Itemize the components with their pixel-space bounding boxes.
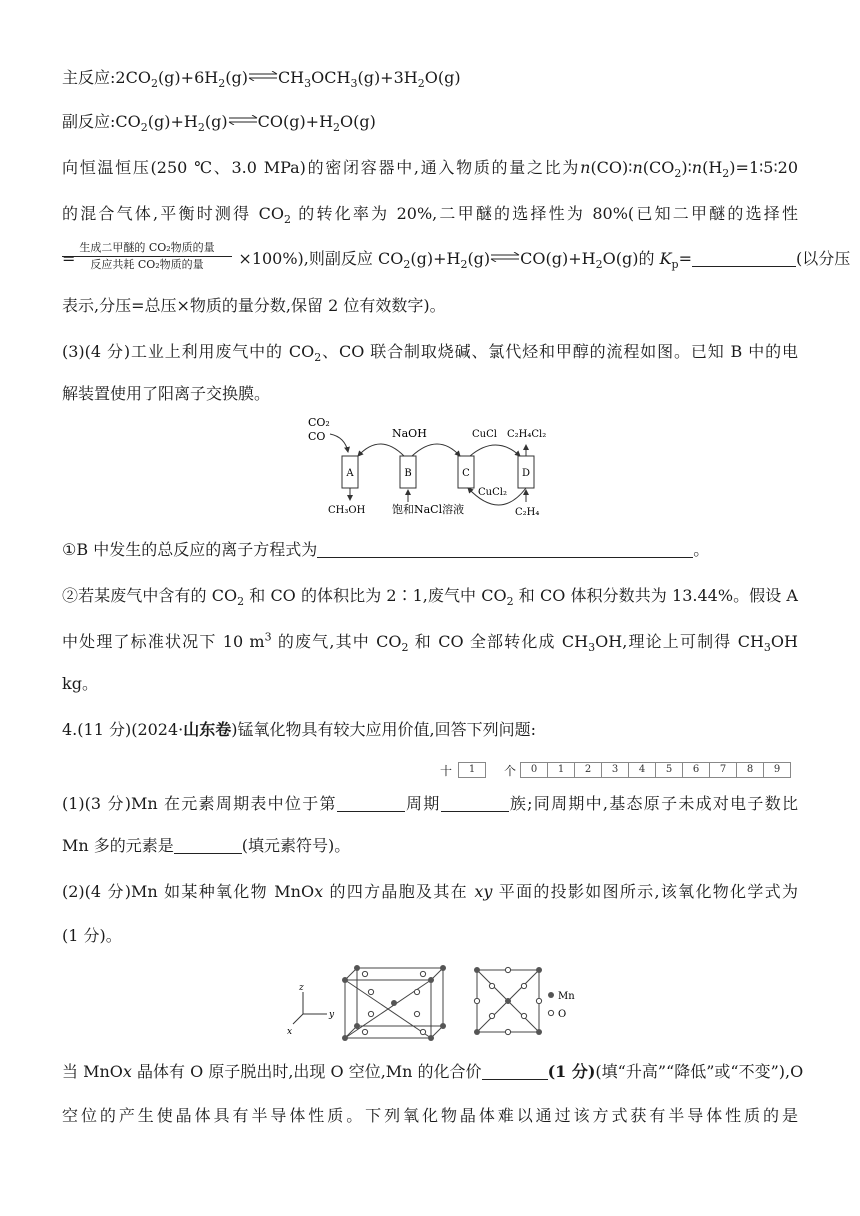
main-reaction: 主反应$:2CO_2(g)+6H_2(g)$ $CH_3OCH_3(g)+3H_2O(g)$ xyxy=(62,68,461,91)
tens-digit-box[interactable]: 1 xyxy=(458,762,486,778)
digit-box[interactable]: 4 xyxy=(628,762,656,778)
question-3-1: ①B 中发生的总反应的离子方程式为 。 xyxy=(62,540,710,559)
question-3-2: ②若某废气中含有的 $CO_2$ 和 CO 的体积比为 2∶1,废气中 $CO_2$ 和 CO 体积分数共为 13.44%。假设 A xyxy=(62,586,798,609)
digit-box[interactable]: 8 xyxy=(736,762,764,778)
digit-box[interactable]: 3 xyxy=(601,762,629,778)
mn-legend-label: Mn xyxy=(558,991,575,1002)
side-reaction: 副反应$:CO_2(g)+H_2(g)$ $CO(g)+H_2O(g)$ xyxy=(62,112,376,135)
question-4-3: 空位的产生使晶体具有半导体性质。下列氧化物晶体难以通过该方式获有半导体性质的是 xyxy=(62,1106,798,1125)
o-legend-label: O xyxy=(558,1009,567,1020)
equilibrium-arrow-icon xyxy=(228,115,258,125)
ch3oh-label: CH₃OH xyxy=(328,505,366,516)
question-4-2: (1 分)。 xyxy=(62,926,122,945)
unit-a-label: A xyxy=(346,468,354,479)
paragraph-line: = ×100%),则副反应 $CO_2(g)+H_2(g)$ $CO(g)+H_2O(g)$的 $K_p=$ (以分压 xyxy=(62,249,851,272)
group-blank[interactable] xyxy=(441,795,509,812)
co2-label: CO₂ xyxy=(308,416,330,429)
unit-d-label: D xyxy=(521,468,531,479)
o-legend-icon xyxy=(548,1010,553,1015)
c2h4-label: C₂H₄ xyxy=(515,507,540,518)
unit-b-label: B xyxy=(404,468,412,479)
mn-legend-icon xyxy=(548,992,554,998)
question-4-1: (1)(3 分)Mn 在元素周期表中位于第 周期 族;同周期中,基态原子未成对电子数比 xyxy=(62,794,798,813)
question-4-header: 4.(11 分)(2024·山东卷)锰氧化物具有较大应用价值,回答下列问题: xyxy=(62,720,536,739)
tens-label: 十 xyxy=(440,764,453,778)
fraction-numerator: 生成二甲醚的 CO₂物质的量 xyxy=(62,241,232,257)
score-strip xyxy=(440,761,800,777)
unit-c-label: C xyxy=(462,468,470,479)
nacl-label: 饱和NaCl溶液 xyxy=(392,503,465,516)
axis-y-label: y xyxy=(329,1010,335,1020)
question-3-2: 中处理了标准状况下 10 $m^3$ 的废气,其中 $CO_2$ 和 CO 全部转化成 $CH_3OH$,理论上可制得 $CH_3OH$ xyxy=(62,630,798,655)
paragraph-line: 向恒温恒压(250 ℃、3.0 MPa)的密闭容器中,通入物质的量之比为$n(CO)∶n(CO_2)∶n(H_2)=1∶5∶20$ xyxy=(62,158,798,181)
co-label: CO xyxy=(308,430,326,443)
crystal-figure xyxy=(285,962,595,1042)
paragraph-line: 表示,分压=总压×物质的量分数,保留 2 位有效数字)。 xyxy=(62,296,446,315)
fraction-denominator: 反应共耗 CO₂物质的量 xyxy=(90,258,204,271)
paragraph-line: 的混合气体,平衡时测得 $CO_2$ 的转化率为 20%,二甲醚的选择性为 80%(已知二甲醚的选择性 xyxy=(62,204,798,227)
equilibrium-arrow-icon xyxy=(490,252,520,262)
digit-box[interactable]: 6 xyxy=(682,762,710,778)
digit-box[interactable]: 0 xyxy=(520,762,548,778)
naoh-label: NaOH xyxy=(392,427,427,440)
question-4-1: Mn 多的元素是 (填元素符号)。 xyxy=(62,836,351,855)
ionic-equation-blank[interactable] xyxy=(317,541,693,558)
period-blank[interactable] xyxy=(337,795,405,812)
question-3-line: (3)(4 分)工业上利用废气中的 $CO_2$、CO 联合制取烧碱、氯代烃和甲醇的流程如图。已知 B 中的电 xyxy=(62,342,798,365)
digit-box[interactable]: 5 xyxy=(655,762,683,778)
c2h4cl2-label: C₂H₄Cl₂ xyxy=(507,429,547,440)
element-blank[interactable] xyxy=(174,837,242,854)
flow-diagram xyxy=(300,412,565,522)
question-4-3: 当 MnOx 晶体有 O 原子脱出时,出现 O 空位,Mn 的化合价 (1 分)(填“升高”“降低”或“不变”),O xyxy=(62,1062,804,1081)
digit-box[interactable]: 1 xyxy=(547,762,575,778)
digit-box[interactable]: 7 xyxy=(709,762,737,778)
axes-icon xyxy=(293,992,327,1024)
digit-box[interactable]: 2 xyxy=(574,762,602,778)
ones-label: 个 xyxy=(504,764,517,778)
question-3-2: kg。 xyxy=(62,674,98,693)
valence-blank[interactable] xyxy=(482,1063,548,1080)
question-3-line: 解装置使用了阳离子交换膜。 xyxy=(62,384,271,403)
kp-answer-blank[interactable] xyxy=(692,250,796,267)
axis-z-label: z xyxy=(299,983,304,993)
cucl-label: CuCl xyxy=(472,429,497,440)
cucl2-label: CuCl₂ xyxy=(478,487,507,498)
axis-x-label: x xyxy=(287,1027,293,1037)
digit-box[interactable]: 9 xyxy=(763,762,791,778)
question-4-2: (2)(4 分)Mn 如某种氧化物 MnOx 的四方晶胞及其在 xy 平面的投影如图所示,该氧化物化学式为 xyxy=(62,882,798,901)
equilibrium-arrow-icon xyxy=(248,71,278,81)
